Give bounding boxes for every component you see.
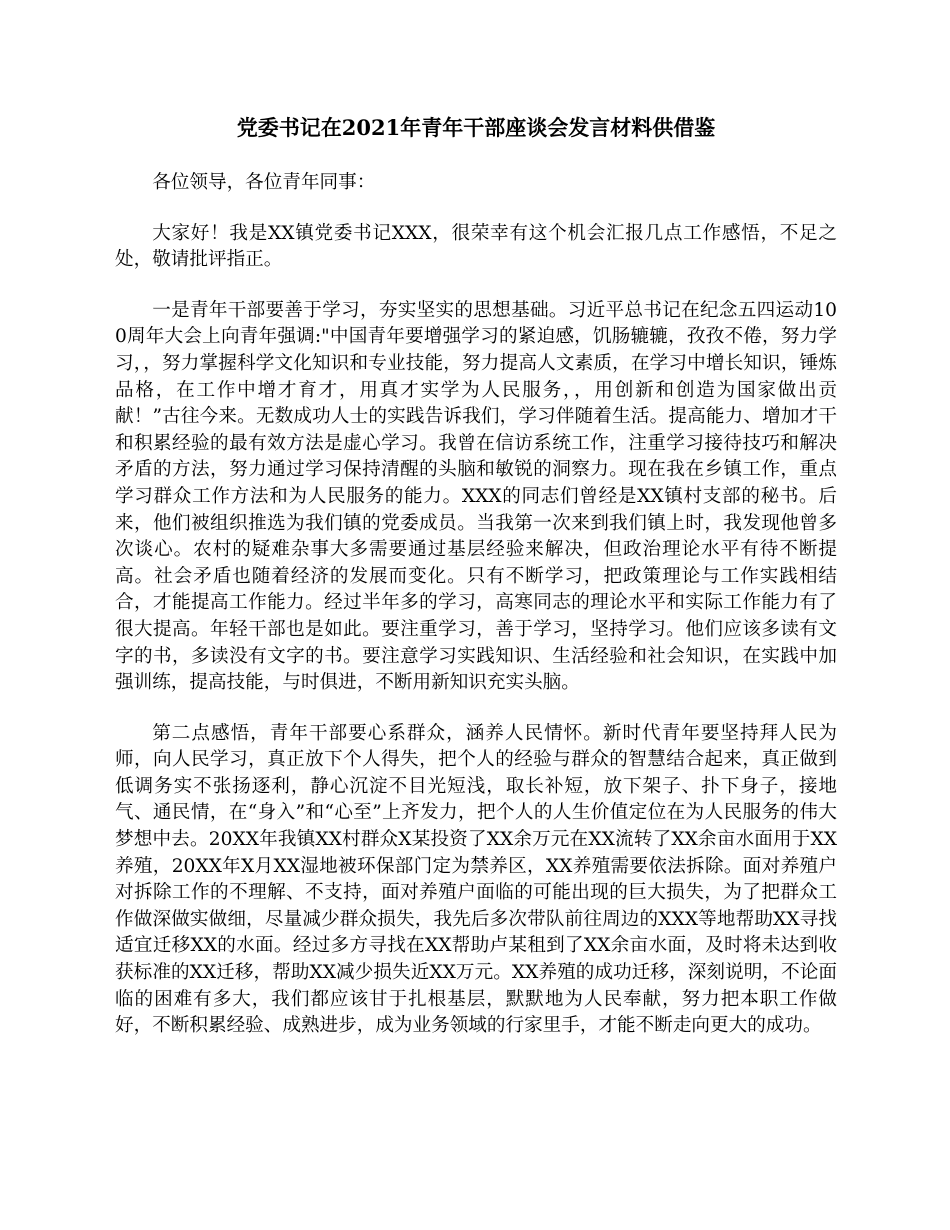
paragraph-intro: 大家好！我是XX镇党委书记XXX，很荣幸有这个机会汇报几点工作感悟，不足之处，敬请批评指正。 bbox=[115, 222, 837, 271]
document-title: 党委书记在2021年青年干部座谈会发言材料供借鉴 bbox=[236, 115, 716, 140]
paragraph-study: 一是青年干部要善于学习，夯实坚实的思想基础。习近平总书记在纪念五四运动100周年大会上向青年强调:"中国青年要增强学习的紧迫感，饥肠辘辘，孜孜不倦，努力学习，，努力掌握科学文化知识和专业技能，努力提高人文素质，在学习中增长知识，锤炼品格，在工作中增才育才，用真才实学为人民服务，，用创新和创造为国家做出贡献！”古往今来。无数成功人士的实践告诉我们，学习伴随着生活。提高能力、增加才干和积累经验的最有效方法是虚心学习。我曾在信访系统工作，注重学习接待技巧和解决矛盾的方法，努力通过学习保持清醒的头脑和敏锐的洞察力。现在我在乡镇工作，重点学习群众工作方法和为人民服务的能力。XXX的同志们曾经是XX镇村支部的秘书。后来，他们被组织推选为我们镇的党委成员。当我第一次来到我们镇上时，我发现他曾多次谈心。农村的疑难杂事大多需要通过基层经验来解决，但政治理论水平有待不断提高。社会矛盾也随着经济的发展而变化。只有不断学习，把政策理论与工作实践相结合，才能提高工作能力。经过半年多的学习，高寒同志的理论水平和实际工作能力有了很大提高。年轻干部也是如此。要注重学习，善于学习，坚持学习。他们应该多读有文字的书，多读没有文字的书。要注意学习实践知识、生活经验和社会知识，在实践中加强训练，提高技能，与时俱进，不断用新知识充实头脑。 bbox=[115, 299, 837, 694]
document-page bbox=[115, 112, 837, 1064]
paragraph-masses: 第二点感悟，青年干部要心系群众，涵养人民情怀。新时代青年要坚持拜人民为师，向人民学习，真正放下个人得失，把个人的经验与群众的智慧结合起来，真正做到低调务实不张扬逐利，静心沉淀不目光短浅，取长补短，放下架子、扑下身子，接地气、通民情，在“身入”和“心至”上齐发力，把个人的人生价值定位在为人民服务的伟大梦想中去。20XX年我镇XX村群众X某投资了XX余万元在XX流转了XX余亩水面用于XX养殖，20XX年X月XX湿地被环保部门定为禁养区，XX养殖需要依法拆除。面对养殖户对拆除工作的不理解、不支持，面对养殖户面临的可能出现的巨大损失，为了把群众工作做深做实做细，尽量减少群众损失，我先后多次带队前往周边的XXX等地帮助XX寻找适宜迁移XX的水面。经过多方寻找在XX帮助卢某租到了XX余亩水面，及时将未达到收获标准的XX迁移，帮助XX减少损失近XX万元。XX养殖的成功迁移，深刻说明，不论面临的困难有多大，我们都应该甘于扎根基层，默默地为人民奉献，努力把本职工作做好，不断积累经验、成熟进步，成为业务领域的行家里手，才能不断走向更大的成功。 bbox=[115, 722, 837, 1037]
salutation: 各位领导，各位青年同事： bbox=[152, 172, 376, 193]
